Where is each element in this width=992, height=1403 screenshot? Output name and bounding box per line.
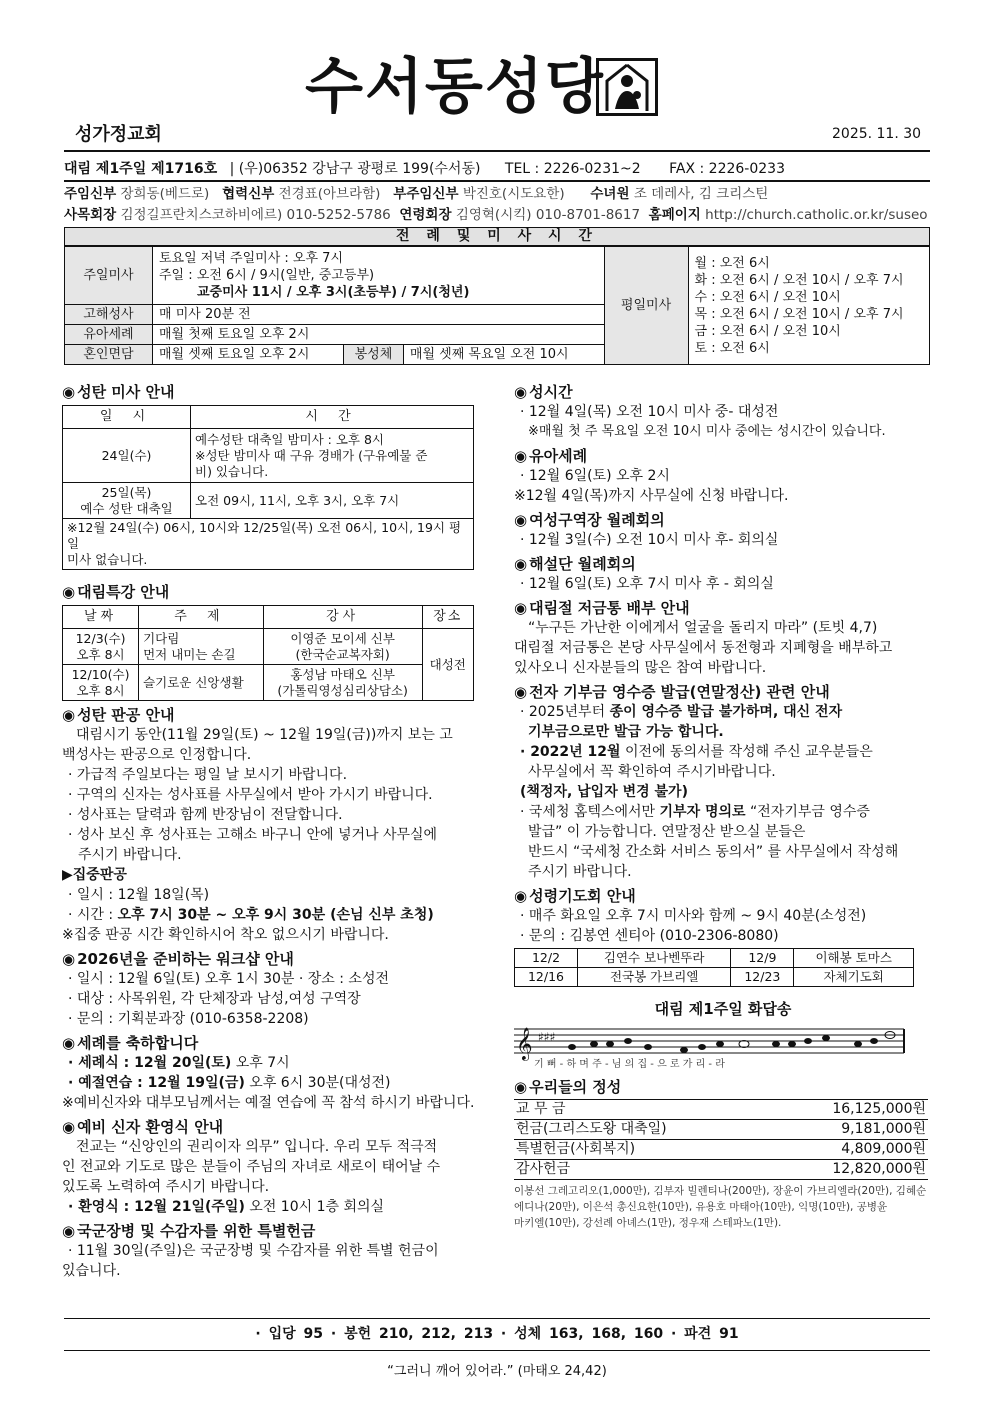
- prayer-meeting-title: ◉ 성령기도회 안내: [514, 886, 932, 906]
- footer-rule-top: [64, 1318, 930, 1319]
- lecture-date: 오후 8시: [76, 682, 125, 698]
- prayer-cell: 12/23: [731, 968, 794, 987]
- col-header: 시 간: [191, 406, 474, 429]
- advent-box-body: 대림절 저금통은 본당 사무실에서 동전형과 지폐형을 배부하고: [514, 640, 893, 656]
- receipt-text: · 2022년 12월: [520, 744, 621, 760]
- infant-baptism-label: 유아세례: [65, 325, 153, 345]
- receipt-text: 이전에 동의서를 작성해 주신 교우분들은: [620, 744, 873, 760]
- federation-label: 연령회장: [399, 207, 452, 223]
- offering-amount: 9,181,000원: [841, 1121, 926, 1137]
- receipt-text: 종이 영수증 발급 불가하며, 대신 전자: [609, 704, 843, 720]
- confession-body: 대림시기 동안(11월 29일(토) ~ 12월 19일(금))까지 보는 고: [76, 727, 453, 743]
- confession-item: 주시기 바랍니다.: [78, 847, 182, 863]
- lecture-speaker: (가톨릭영성심리상담소): [277, 682, 408, 698]
- christmas-time: 오전 09시, 11시, 오후 3시, 오후 7시: [191, 483, 474, 519]
- advent-box-body: 있사오니 신자분들의 많은 참여 바랍니다.: [514, 660, 767, 676]
- offering-label: 헌금(그리스도왕 대축일): [516, 1121, 667, 1137]
- weekday-line: 수 : 오전 6시 / 오전 10시: [694, 289, 841, 305]
- lecture-speaker: 이영준 모이세 신부: [290, 630, 395, 646]
- telephone: TEL : 2226-0231~2: [504, 161, 641, 177]
- advent-box-body: “누구든 가난한 이에게서 얼굴을 돌리지 마라” (토빗 4,7): [528, 620, 878, 636]
- confession-section-title: ◉ 성탄 판공 안내: [62, 705, 476, 725]
- commentator-item: · 12월 6일(토) 오후 7시 미사 후 - 회의실: [520, 576, 774, 592]
- group-confession-title: ▶집중판공: [62, 867, 127, 883]
- lecture-date: 12/10(수): [71, 666, 130, 682]
- issue-line: [64, 158, 785, 178]
- federation-name: 김영혁(시킥) 010-8701-8617: [455, 207, 641, 223]
- prayer-item: · 매주 화요일 오후 7시 미사와 함께 ~ 9시 40분(소성전): [520, 908, 867, 924]
- sunday-line: 교중미사 11시 / 오후 3시(초등부) / 7시(청년): [197, 285, 470, 300]
- col-header: 강사: [263, 606, 422, 629]
- receipt-text: · 2025년부터: [520, 704, 610, 720]
- mass-schedule-heading: 전 례 및 미 사 시 간: [64, 227, 930, 246]
- confession-label: 고해성사: [65, 305, 153, 325]
- baptism-title: ◉ 세례를 축하합니다: [62, 1033, 476, 1053]
- psalm-score-icon: [514, 1023, 914, 1069]
- group-time-label: · 시간 :: [68, 907, 118, 923]
- christmas-section-title: ◉ 성탄 미사 안내: [62, 382, 476, 402]
- workshop-item: · 문의 : 기획분과장 (010-6358-2208): [68, 1011, 309, 1027]
- liturgy-hymns: · 입당 95 · 봉헌 210, 212, 213 · 성체 163, 168, 160 · 파견 91: [255, 1326, 739, 1342]
- military-body: · 11월 30일(주일)은 국군장병 및 수감자를 위한 특별 헌금이: [68, 1243, 439, 1259]
- offering-amount: 4,809,000원: [841, 1141, 926, 1157]
- receipt-text: 반드시 “국세청 간소화 서비스 동의서” 를 사무실에서 작성해: [528, 844, 899, 860]
- lecture-place: 대성전: [422, 629, 473, 701]
- thanks-line: 마키엘(10만), 강선례 아녜스(1만), 정우재 스테파노(1만).: [514, 1217, 782, 1229]
- sunday-line: 주일 : 오전 6시 / 9시(일반, 중고등부): [159, 268, 375, 283]
- issue-number: 대림 제1주일 제1716호: [64, 161, 218, 177]
- council-name: 김정길프란치스코하비에르) 010-5252-5786: [120, 207, 391, 223]
- welcome-event-time: 오전 10시 1층 회의실: [244, 1199, 385, 1215]
- commentator-meeting-title: ◉ 해설단 월례회의: [514, 554, 932, 574]
- weekday-line: 월 : 오전 6시: [694, 255, 770, 271]
- christmas-time: 비) 있습니다.: [195, 463, 269, 479]
- weekday-mass-times: [688, 247, 929, 365]
- receipt-text: 기부금으로만 발급 가능 합니다.: [528, 724, 724, 740]
- lecture-date: 12/3(수): [75, 630, 126, 646]
- baptism-time: 오후 7시: [231, 1055, 290, 1071]
- weekday-mass-label: 평일미사: [604, 247, 688, 365]
- prayer-schedule-table: [514, 948, 914, 987]
- confession-item: · 구역의 신자는 성사표를 사무실에서 받아 가시기 바랍니다.: [68, 787, 433, 803]
- receipt-text: 주시기 바랍니다.: [528, 864, 632, 880]
- prayer-cell: 12/16: [515, 968, 578, 987]
- confession-body: 백성사는 판공으로 인정합니다.: [62, 747, 252, 763]
- prayer-cell: 전국봉 가브리엘: [578, 968, 731, 987]
- women-meeting-title: ◉ 여성구역장 월례회의: [514, 510, 932, 530]
- prayer-cell: 이해봉 토마스: [794, 949, 914, 968]
- assoc-name: 전경표(아브라함): [278, 186, 381, 202]
- mass-schedule-table: [64, 246, 930, 365]
- rehearsal-time: 오후 6시 30분(대성전): [244, 1075, 391, 1091]
- council-label: 사목회장: [64, 207, 117, 223]
- weekday-line: 금 : 오전 6시 / 오전 10시: [694, 323, 841, 339]
- address: | (우)06352 강남구 광평로 199(수서동): [229, 161, 481, 177]
- offering-label: 감사헌금: [516, 1161, 571, 1177]
- workshop-item: · 일시 : 12월 6일(토) 오후 1시 30분 · 장소 : 소성전: [68, 971, 389, 987]
- issue-rule: [64, 180, 930, 182]
- thanks-line: 에디나(20만), 이은석 총신요한(10만), 유용호 마태아(10만), 익명(10만), 공병윤: [514, 1201, 888, 1213]
- prayer-cell: 12/9: [731, 949, 794, 968]
- homepage-link[interactable]: http://church.catholic.or.kr/suseo: [705, 207, 928, 223]
- right-column: [514, 378, 932, 1231]
- workshop-title: ◉ 2026년을 준비하는 워크샵 안내: [62, 949, 476, 969]
- receipt-text: 발급” 이 가능합니다. 연말정산 받으실 분들은: [528, 824, 806, 840]
- col-header: 장소: [422, 606, 473, 629]
- svg-text:♯♯♯: ♯♯♯: [538, 1030, 556, 1044]
- nuns-label: 수녀원: [590, 186, 630, 202]
- holy-hour-note: ※매월 첫 주 목요일 오전 10시 미사 중에는 성시간이 있습니다.: [528, 424, 886, 439]
- offering-amount: 16,125,000원: [832, 1101, 926, 1117]
- infant-baptism-title: ◉ 유아세례: [514, 446, 932, 466]
- sunday-mass-label: 주일미사: [65, 247, 153, 305]
- marriage-label: 혼인면담: [65, 345, 153, 365]
- offering-row: [514, 1120, 928, 1140]
- baptism-date: · 세례식 : 12월 20일(토): [68, 1055, 232, 1071]
- prayer-cell: 김연수 보나벤뚜라: [578, 949, 731, 968]
- col-header: 주 제: [139, 606, 264, 629]
- receipt-title: ◉ 전자 기부금 영수증 발급(연말정산) 관련 안내: [514, 682, 932, 702]
- welcome-body: 전교는 “신앙인의 권리이자 의무” 입니다. 우리 모두 적극적: [76, 1139, 438, 1155]
- infant-note: ※12월 4일(목)까지 사무실에 신청 바랍니다.: [514, 488, 789, 504]
- vice-name: 박진호(시도요한): [462, 186, 565, 202]
- welcome-body: 있도록 노력하여 주시기 바랍니다.: [62, 1179, 270, 1195]
- confession-time: 매 미사 20분 전: [153, 305, 605, 325]
- prayer-item: · 문의 : 김봉연 센티아 (010-2306-8080): [520, 928, 779, 944]
- psalm-title: 대림 제1주일 화답송: [654, 1000, 792, 1018]
- pastor-label: 주임신부: [64, 186, 117, 202]
- header-rule: [64, 150, 930, 152]
- welcome-body: 인 전교와 기도로 많은 분들이 주님의 자녀로 새로이 태어날 수: [62, 1159, 441, 1175]
- receipt-text: 사무실에서 꼭 확인하여 주시기바랍니다.: [528, 764, 776, 780]
- offering-label: 특별헌금(사회복지): [516, 1141, 636, 1157]
- workshop-item: · 대상 : 사목위원, 각 단체장과 남성,여성 구역장: [68, 991, 361, 1007]
- women-meeting-item: · 12월 3일(수) 오전 10시 미사 후- 회의실: [520, 532, 779, 548]
- offering-row: [514, 1160, 928, 1180]
- confession-item: · 성사 보신 후 성사표는 고해소 바구니 안에 넣거나 사무실에: [68, 827, 438, 843]
- lecture-topic: 먼저 내미는 손길: [143, 646, 236, 662]
- thanks-line: 이봉선 그레고리오(1,000만), 김부자 빌렌티나(200만), 장윤이 가브리엘라(20만), 김혜순: [514, 1185, 927, 1197]
- lecture-speaker: (한국순교복자회): [295, 646, 390, 662]
- church-type: 성가정교회: [75, 124, 162, 145]
- staff-block: [64, 184, 928, 226]
- welcome-event: · 환영식 : 12월 21일(주일): [68, 1199, 245, 1215]
- lecture-topic: 슬기로운 신앙생활: [139, 665, 264, 701]
- baptism-note: ※예비신자와 대부모님께서는 예절 연습에 꼭 참석 하시기 바랍니다.: [62, 1095, 475, 1111]
- col-header: 날짜: [63, 606, 139, 629]
- advent-lecture-title: ◉ 대림특강 안내: [62, 582, 476, 602]
- group-note: ※집중 판공 시간 확인하시어 착오 없으시기 바랍니다.: [62, 927, 389, 943]
- offering-table: [514, 1099, 928, 1180]
- confession-item: · 가급적 주일보다는 평일 날 보시기 바랍니다.: [68, 767, 348, 783]
- offering-row: [514, 1100, 928, 1120]
- offering-label: 교 무 금: [516, 1101, 566, 1117]
- group-time: 오후 7시 30분 ~ 오후 9시 30분 (손님 신부 초청): [117, 907, 434, 923]
- weekday-line: 화 : 오전 6시 / 오전 10시 / 오후 7시: [694, 272, 904, 288]
- col-header: 일 시: [63, 406, 191, 429]
- nuns-name: 조 데레사, 김 크리스틴: [633, 186, 769, 202]
- christmas-time: 예수성탄 대축일 밤미사 : 오후 8시: [195, 431, 385, 447]
- thanks-list: [514, 1183, 932, 1231]
- assoc-label: 협력신부: [222, 186, 275, 202]
- christmas-date: 25일(목): [101, 484, 152, 500]
- receipt-text: 기부자 명의로: [659, 804, 746, 820]
- prayer-cell: 12/2: [515, 949, 578, 968]
- scripture-quote: “그러니 깨어 있어라.” (마태오 24,42): [387, 1364, 607, 1379]
- offering-title: ◉ 우리들의 정성: [514, 1077, 932, 1097]
- sunday-line: 토요일 저녁 주일미사 : 오후 7시: [159, 251, 344, 266]
- sacrament-label: 봉성체: [343, 345, 403, 365]
- parish-title: 수서동성당: [305, 52, 605, 122]
- prayer-cell: 자체기도회: [794, 968, 914, 987]
- welcome-title: ◉ 예비 신자 환영식 안내: [62, 1117, 476, 1137]
- holy-hour-item: · 12월 4일(목) 오전 10시 미사 중- 대성전: [520, 404, 779, 420]
- holy-hour-title: ◉ 성시간: [514, 382, 932, 402]
- infant-item: · 12월 6일(토) 오후 2시: [520, 468, 670, 484]
- christmas-date: 24일(수): [63, 429, 191, 483]
- receipt-text: · 국세청 홈텍스에서만: [520, 804, 660, 820]
- offering-amount: 12,820,000원: [832, 1161, 926, 1177]
- rehearsal-date: · 예절연습 : 12월 19일(금): [68, 1075, 245, 1091]
- fax: FAX : 2226-0233: [669, 161, 785, 177]
- bulletin-date: 2025. 11. 30: [832, 126, 922, 142]
- marriage-time: 매월 셋째 토요일 오후 2시: [153, 345, 344, 365]
- sacrament-time: 매월 셋째 목요일 오전 10시: [403, 345, 604, 365]
- confession-item: · 성사표는 달력과 함께 반장님이 전달합니다.: [68, 807, 343, 823]
- christmas-date: 예수 성탄 대축일: [80, 500, 173, 516]
- footer-rule-bottom: [64, 1350, 930, 1351]
- sunday-mass-times: [153, 247, 605, 305]
- receipt-text: “전자기부금 영수증: [745, 804, 870, 820]
- weekday-line: 목 : 오전 6시 / 오전 10시 / 오후 7시: [694, 306, 904, 322]
- military-body: 있습니다.: [62, 1263, 121, 1279]
- christmas-note: 미사 없습니다.: [67, 552, 148, 567]
- advent-box-title: ◉ 대림절 저금통 배부 안내: [514, 598, 932, 618]
- holy-family-logo-icon: [596, 58, 658, 116]
- lecture-date: 오후 8시: [76, 646, 125, 662]
- infant-baptism-time: 매월 첫째 토요일 오후 2시: [153, 325, 605, 345]
- group-confession-date: · 일시 : 12월 18일(목): [68, 887, 210, 903]
- advent-lecture-table: [62, 605, 474, 701]
- weekday-line: 토 : 오전 6시: [694, 340, 770, 356]
- vice-label: 부주임신부: [393, 186, 459, 202]
- receipt-text: (책정자, 납입자 변경 불가): [520, 784, 688, 800]
- lecture-speaker: 홍성남 마태오 신부: [290, 666, 395, 682]
- offering-row: [514, 1140, 928, 1160]
- christmas-table: [62, 405, 474, 570]
- left-column: [62, 378, 476, 1281]
- pastor-name: 장희동(베드로): [120, 186, 210, 202]
- lecture-topic: 기다림: [143, 630, 180, 646]
- christmas-note: ※12월 24일(수) 06시, 10시와 12/25일(목) 오전 06시, 10시, 19시 평일: [67, 520, 462, 551]
- psalm-lyrics: 기 뻐 - 하 며 주 - 님 의 집 - 으 로 가 리 - 라: [534, 1059, 725, 1069]
- homepage-label: 홈페이지: [648, 207, 701, 223]
- christmas-time: ※성탄 밤미사 때 구유 경배가 (구유예물 준: [195, 447, 428, 463]
- svg-text:𝄞: 𝄞: [516, 1027, 533, 1060]
- military-offering-title: ◉ 국군장병 및 수감자를 위한 특별헌금: [62, 1221, 476, 1241]
